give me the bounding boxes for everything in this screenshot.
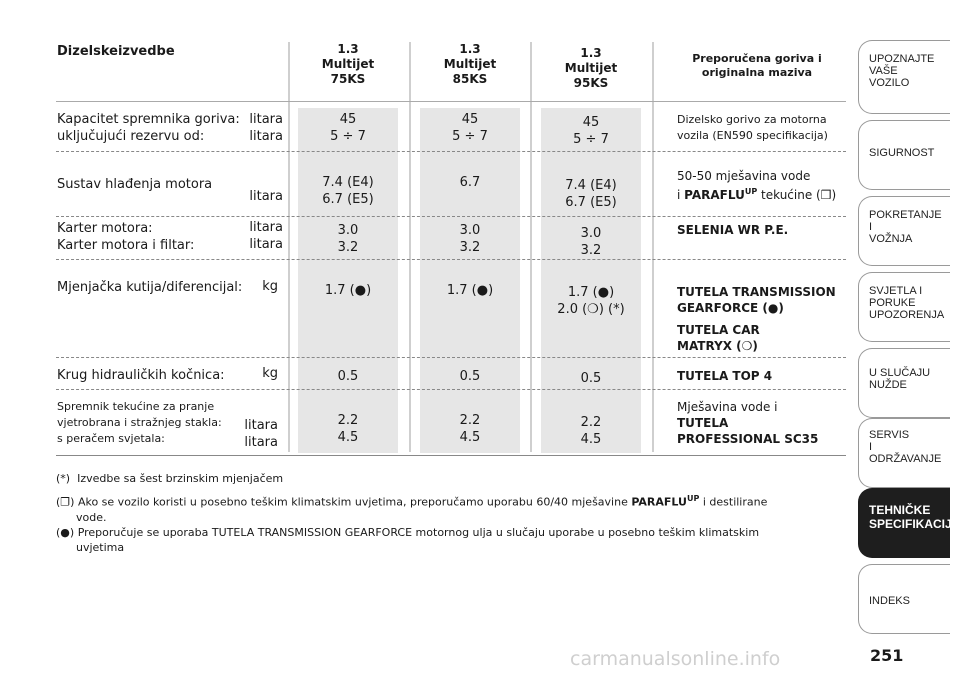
table-cell: 45 5 ÷ 7	[330, 112, 366, 144]
column-95ks-bg	[541, 108, 641, 453]
row-separator	[56, 389, 846, 390]
table-cell: 0.5	[337, 369, 359, 384]
row-separator	[56, 357, 846, 358]
footnote-gearforce: (●) Preporučuje se uporaba TUTELA TRANSMISSION GEARFORCE motornog ulja u slučaju uporabe u posebno teškim klimatskim uvjetima	[56, 526, 760, 554]
table-cell: 2.2 4.5	[337, 413, 359, 445]
column-85ks-bg	[420, 108, 520, 453]
row-unit: kg	[262, 279, 278, 294]
recommendation-cell: SELENIA WR P.E.	[677, 223, 789, 237]
row-separator	[56, 151, 846, 152]
watermark: carmanualsonline.info	[570, 648, 781, 670]
column-divider	[530, 42, 532, 452]
row-label: Kapacitet spremnika goriva: uključujući rezervu od:	[57, 112, 240, 144]
recommendation-cell: Mješavina vode i TUTELA PROFESSIONAL SC35	[677, 400, 819, 446]
table-cell: 0.5	[580, 371, 602, 386]
tab-servis-i-odrzavanje[interactable]: SERVIS I ODRŽAVANJE	[858, 418, 950, 488]
table-cell: 3.0 3.2	[580, 226, 602, 258]
table-cell: 1.7 (●) 2.0 (❍) (*)	[557, 285, 625, 317]
column-header-95ks: 1.3 Multijet 95KS	[564, 46, 618, 90]
table-cell: 1.7 (●)	[324, 283, 372, 298]
footnote-paraflu: (❒) Ako se vozilo koristi u posebno teškim klimatskim uvjetima, preporučamo uporabu 60/40 mješavine $PARAFLU^{UP}$ i destilirane vode.	[56, 494, 768, 524]
column-divider	[409, 42, 411, 452]
row-unit: litara litara	[244, 418, 278, 450]
tab-indeks[interactable]: INDEKS	[858, 564, 950, 634]
row-label: Sustav hlađenja motora	[57, 177, 213, 192]
row-unit: litara litara	[249, 220, 283, 252]
tab-u-slucaju-nuzde[interactable]: U SLUČAJU NUŽDE	[858, 348, 950, 418]
table-cell: 45 5 ÷ 7	[452, 112, 488, 144]
header-separator	[56, 101, 846, 102]
recommendation-cell: Dizelsko gorivo za motorna vozila (EN590 specifikacija)	[677, 113, 828, 142]
row-separator	[56, 216, 846, 217]
recommendation-cell: TUTELA TRANSMISSION GEARFORCE (●) TUTELA CAR MATRYX (❍)	[677, 285, 836, 353]
row-label: Mjenjačka kutija/diferencijal:	[57, 280, 243, 295]
footnote-six-speed: (*) Izvedbe sa šest brzinskim mjenjačem	[56, 472, 284, 485]
tab-tehnicke-specifikacije[interactable]: TEHNIČKE SPECIFIKACIJE	[858, 488, 950, 558]
row-unit: litara litara	[249, 112, 283, 144]
recommendation-cell: 50-50 mješavina vode i $PARAFLU^{UP}$ tekućine (❒)	[677, 169, 837, 202]
table-cell: 1.7 (●)	[446, 283, 494, 298]
table-cell: 0.5	[459, 369, 481, 384]
tab-svjetla-poruke-upozorenja[interactable]: SVJETLA I PORUKE UPOZORENJA	[858, 272, 950, 342]
table-cell: 3.0 3.2	[459, 223, 481, 255]
row-unit: kg	[262, 366, 278, 381]
table-cell: 6.7	[459, 175, 481, 190]
column-75ks-bg	[298, 108, 398, 453]
row-label: Krug hidrauličkih kočnica:	[57, 368, 225, 383]
column-header-75ks: 1.3 Multijet 75KS	[321, 42, 375, 86]
table-bottom-line	[56, 455, 846, 456]
row-separator	[56, 259, 846, 260]
column-divider	[652, 42, 654, 452]
table-cell: 2.2 4.5	[459, 413, 481, 445]
recommendation-cell: TUTELA TOP 4	[677, 369, 773, 383]
table-cell: 7.4 (E4) 6.7 (E5)	[565, 178, 617, 210]
page-number: 251	[870, 646, 904, 665]
table-cell: 2.2 4.5	[580, 415, 602, 447]
row-label: Karter motora: Karter motora i filtar:	[57, 221, 195, 253]
column-header-85ks: 1.3 Multijet 85KS	[443, 42, 497, 86]
tab-sigurnost[interactable]: SIGURNOST	[858, 120, 950, 190]
table-cell: 7.4 (E4) 6.7 (E5)	[322, 175, 374, 207]
table-cell: 45 5 ÷ 7	[573, 115, 609, 147]
row-unit: litara	[249, 189, 283, 204]
column-divider	[288, 42, 290, 452]
tab-upoznajte-vase-vozilo[interactable]: UPOZNAJTE VAŠE VOZILO	[858, 40, 950, 114]
table-title: Dizelskeizvedbe	[57, 44, 175, 59]
row-label: Spremnik tekućine za pranje vjetrobrana i stražnjeg stakla: s peračem svjetala:	[57, 400, 222, 445]
recommendation-header: Preporučena goriva i originalna maziva	[692, 52, 822, 79]
tab-pokretanje-i-voznja[interactable]: POKRETANJE I VOŽNJA	[858, 196, 950, 266]
table-cell: 3.0 3.2	[337, 223, 359, 255]
